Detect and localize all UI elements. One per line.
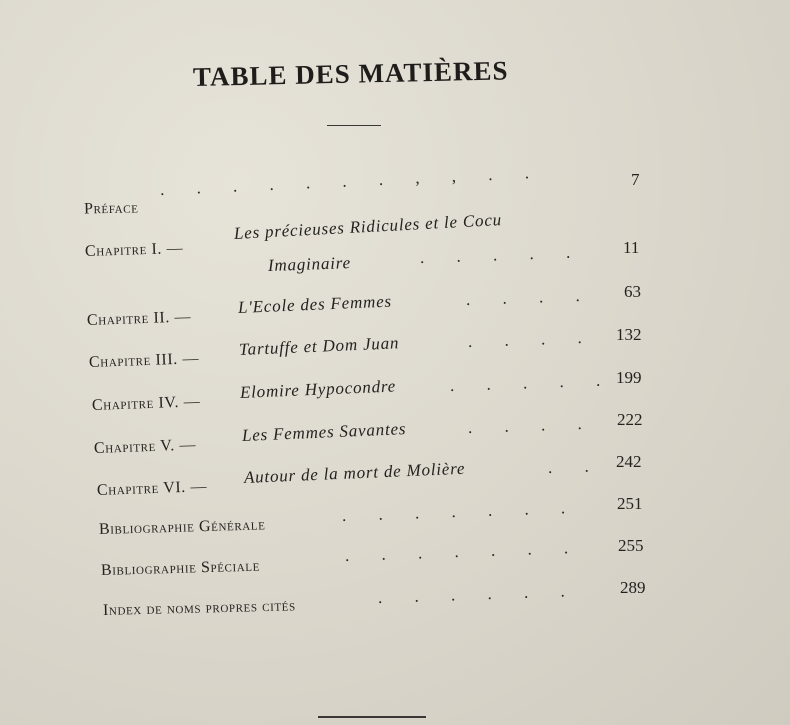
entry-page: 132 xyxy=(616,325,642,344)
entry-page: 255 xyxy=(618,536,644,555)
bottom-rule xyxy=(318,716,426,718)
entry-page: 222 xyxy=(617,410,643,429)
entry-label: Chapitre III. — xyxy=(88,350,200,371)
entry-title-continued: Imaginaire xyxy=(267,253,352,275)
entry-label: Chapitre II. — xyxy=(86,308,192,329)
entry-title: Tartuffe et Dom Juan xyxy=(238,333,400,359)
entry-title: L'Ecole des Femmes xyxy=(237,291,393,317)
leader-dots: . . xyxy=(547,456,604,477)
entry-title: Les précieuses Ridicules et le Cocu xyxy=(233,209,503,243)
leader-dots: . . . . xyxy=(467,327,596,351)
entry-label: Préface xyxy=(83,199,139,218)
entry-page: 63 xyxy=(624,282,641,301)
entry-title: Les Femmes Savantes xyxy=(241,419,407,445)
entry-title: Autour de la mort de Molière xyxy=(243,458,466,487)
leader-dots: . . . . . . . , , . . xyxy=(159,162,544,199)
entry-label: Chapitre VI. — xyxy=(96,478,208,499)
entry-page: 289 xyxy=(620,578,646,597)
page-title: TABLE DES MATIÈRES xyxy=(192,55,509,92)
leader-dots: . . . . . . . xyxy=(344,537,583,565)
leader-dots: . . . . xyxy=(465,285,594,309)
leader-dots: . . . . xyxy=(467,413,596,437)
entry-label: Bibliographie Spéciale xyxy=(100,557,261,579)
entry-title: Elomire Hypocondre xyxy=(239,376,397,402)
leader-dots: . . . . . xyxy=(449,370,615,395)
entry-page: 199 xyxy=(616,368,642,387)
leader-dots: . . . . . . xyxy=(377,581,579,607)
leader-dots: . . . . . xyxy=(419,242,585,267)
leader-dots: . . . . . . . xyxy=(341,497,580,525)
entry-label: Index de noms propres cités xyxy=(102,597,296,619)
entry-label: Bibliographie Générale xyxy=(98,516,266,538)
entry-label: Chapitre I. — xyxy=(84,239,184,260)
entry-label: Chapitre IV. — xyxy=(91,393,201,414)
entry-label: Chapitre V. — xyxy=(93,436,197,457)
entry-page: 242 xyxy=(616,452,642,471)
title-rule xyxy=(327,125,381,126)
entry-page: 251 xyxy=(617,494,643,513)
entry-page: 7 xyxy=(631,170,640,189)
entry-page: 11 xyxy=(623,238,640,257)
